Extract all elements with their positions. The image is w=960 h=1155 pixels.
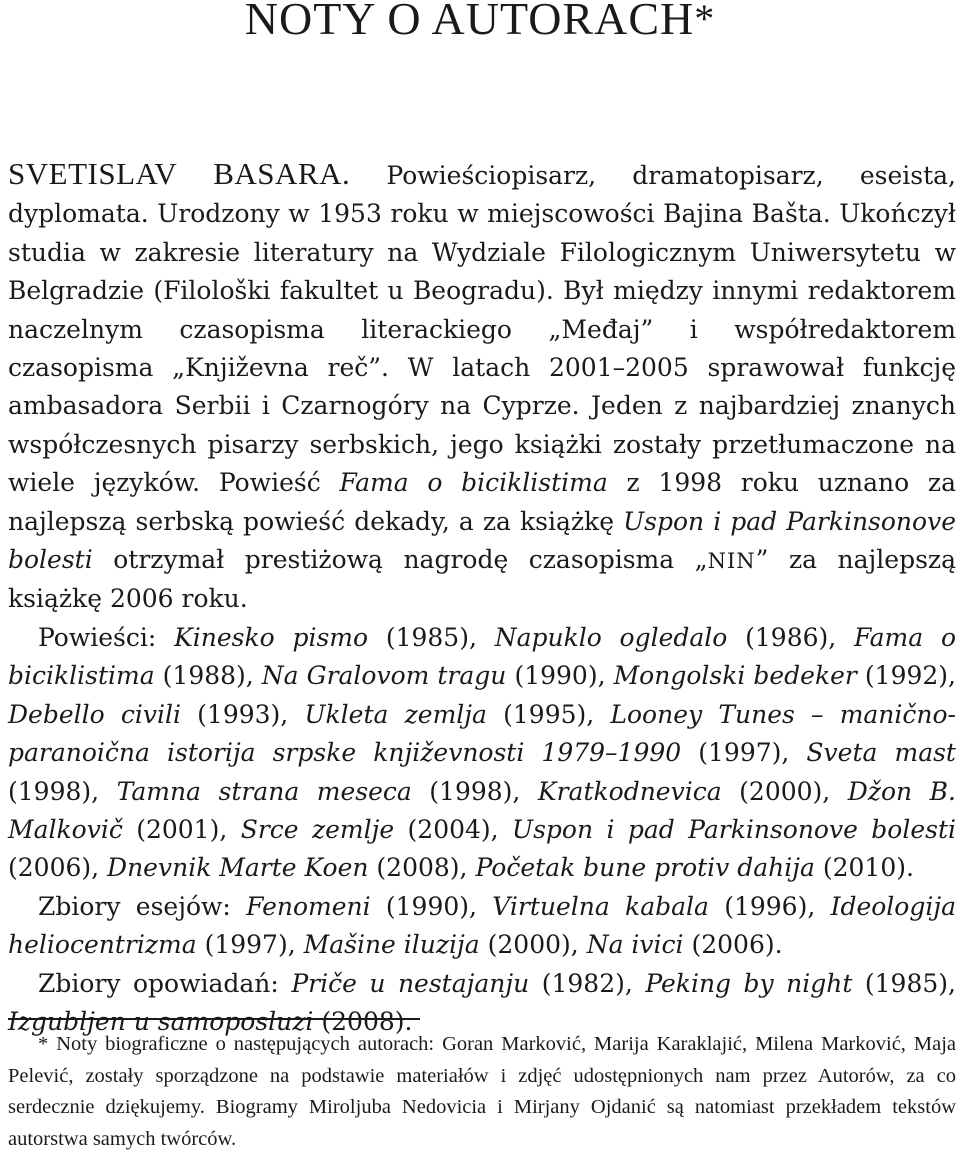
work-year: (1990), bbox=[506, 661, 614, 691]
work-title: Uspon i pad Parkinsonove bolesti bbox=[512, 814, 956, 844]
work-title: Fenomeni bbox=[246, 891, 371, 921]
footnote-marker: * bbox=[38, 1033, 57, 1055]
work-title: Izgubljen u samoposluzi bbox=[8, 1006, 314, 1036]
bio-text: otrzymał prestiżową nagrodę czasopisma „ bbox=[92, 545, 708, 575]
title-text: NOTY O AUTORACH bbox=[244, 0, 695, 44]
work-year: (1988), bbox=[154, 661, 262, 691]
work-title: Looney Tunes – manično-paranoična istorija srpske književnosti 1979–1990 bbox=[8, 699, 957, 768]
work-year: (1986), bbox=[727, 622, 854, 652]
work-year: (2000), bbox=[479, 930, 587, 960]
work-title: Mašine iluzija bbox=[303, 930, 480, 960]
work-title: Fama o biciklistima bbox=[339, 468, 608, 498]
work-year: (2004), bbox=[394, 814, 513, 844]
footnote bbox=[8, 1029, 956, 1155]
work-title: Kratkodnevica bbox=[537, 776, 722, 806]
novels-paragraph bbox=[8, 619, 956, 888]
work-year: (1998), bbox=[8, 776, 117, 806]
novels-list bbox=[8, 623, 956, 882]
author-name: SVETISLAV BASARA. bbox=[8, 156, 351, 191]
work-title: Debello civili bbox=[8, 699, 181, 729]
work-year: (1997), bbox=[196, 930, 304, 960]
work-year: (1993), bbox=[180, 699, 305, 729]
work-year: (1997), bbox=[681, 738, 807, 768]
work-title: Kinesko pismo bbox=[174, 622, 369, 652]
work-year: (1996), bbox=[708, 891, 831, 921]
work-title: Sveta mast bbox=[806, 738, 956, 768]
work-title: Na Gralovom tragu bbox=[261, 661, 507, 691]
work-year: (1982), bbox=[529, 968, 646, 998]
stories-label: Zbiory opowiadań: bbox=[38, 968, 292, 998]
bio-text: Powieściopisarz, dramatopisarz, eseista, dyplomata. Urodzony w 1953 roku w miejscowości Bajina Bašta. Ukończył studia w zakresie literatury na Wydziale Filologicznym Uniwersytetu w Belgradzie (Filološki fakultet u Beogradu). Był między innymi redaktorem naczelnym czasopisma literackiego „Međaj” i współredaktorem czasopisma „Književna reč”. W latach 2001–2005 sprawował funkcję ambasadora Serbii i Czarnogóry na Cyprze. Jeden z najbardziej znanych współczesnych pisarzy serbskich, jego książki zostały przetłumaczone na wiele języków. Powieść bbox=[8, 161, 956, 498]
work-year: (1985), bbox=[368, 622, 495, 652]
work-year: (1990), bbox=[370, 891, 493, 921]
magazine-name: NIN bbox=[707, 549, 756, 574]
bio-text: ” za najlepszą książkę 2006 roku. bbox=[8, 545, 956, 614]
bio-paragraph bbox=[8, 155, 956, 619]
work-title: Tamna strana meseca bbox=[116, 776, 412, 806]
work-title: Priče u nestajanju bbox=[291, 968, 530, 998]
work-year: (1992), bbox=[856, 661, 956, 691]
work-year: (1995), bbox=[486, 699, 611, 729]
work-year: (1985), bbox=[852, 968, 956, 998]
work-year: (1998), bbox=[411, 776, 538, 806]
page-title bbox=[0, 0, 960, 44]
work-year: (2006). bbox=[683, 930, 783, 960]
work-title: Početak bune protiv dahija bbox=[475, 853, 815, 883]
bio-text: z 1998 roku uznano za najlepszą serbską powieść dekady, a za książkę bbox=[8, 468, 957, 536]
work-year: (2008). bbox=[313, 1006, 413, 1036]
work-title: Virtuelna kabala bbox=[492, 891, 709, 921]
work-title: Džon B. Malkovič bbox=[8, 776, 956, 844]
work-title: Na ivici bbox=[586, 930, 684, 960]
footnote-marker: * bbox=[694, 0, 716, 41]
work-title: Fama o biciklistima bbox=[8, 622, 956, 691]
author-section bbox=[8, 155, 956, 1041]
work-year: (2008), bbox=[368, 853, 476, 883]
work-title: Peking by night bbox=[645, 968, 853, 998]
work-year: (2000), bbox=[721, 776, 848, 806]
footnote-text: Noty biograficzne o następujących autorach: Goran Marković, Marija Karaklajić, Milena Marković, Maja Pelević, zostały sporządzone na podstawie materiałów i zdjęć udostępnionych nam przez Autorów, za co serdecznie dziękujemy. Biogramy Miroljuba Nedovicia i Mirjany Ojdanić są natomiast przekładem tekstów autorstwa samych twórców. bbox=[8, 1033, 957, 1150]
work-title: Dnevnik Marte Koen bbox=[107, 853, 369, 883]
work-year: (2010). bbox=[814, 853, 914, 883]
work-title: Srce zemlje bbox=[240, 814, 395, 844]
novels-label: Powieści: bbox=[38, 622, 175, 652]
essays-label: Zbiory esejów: bbox=[38, 891, 247, 921]
essays-paragraph bbox=[8, 888, 956, 965]
work-title: Napuklo ogledalo bbox=[494, 622, 728, 652]
work-title: Ideologija heliocentrizma bbox=[8, 891, 956, 960]
footnote-divider bbox=[8, 1018, 420, 1020]
work-year: (2006), bbox=[8, 853, 108, 883]
work-year: (2001), bbox=[122, 814, 241, 844]
work-title: Ukleta zemlja bbox=[304, 699, 487, 729]
work-title: Mongolski bedeker bbox=[613, 661, 857, 691]
work-title: Uspon i pad Parkinsonove bolesti bbox=[8, 506, 957, 575]
